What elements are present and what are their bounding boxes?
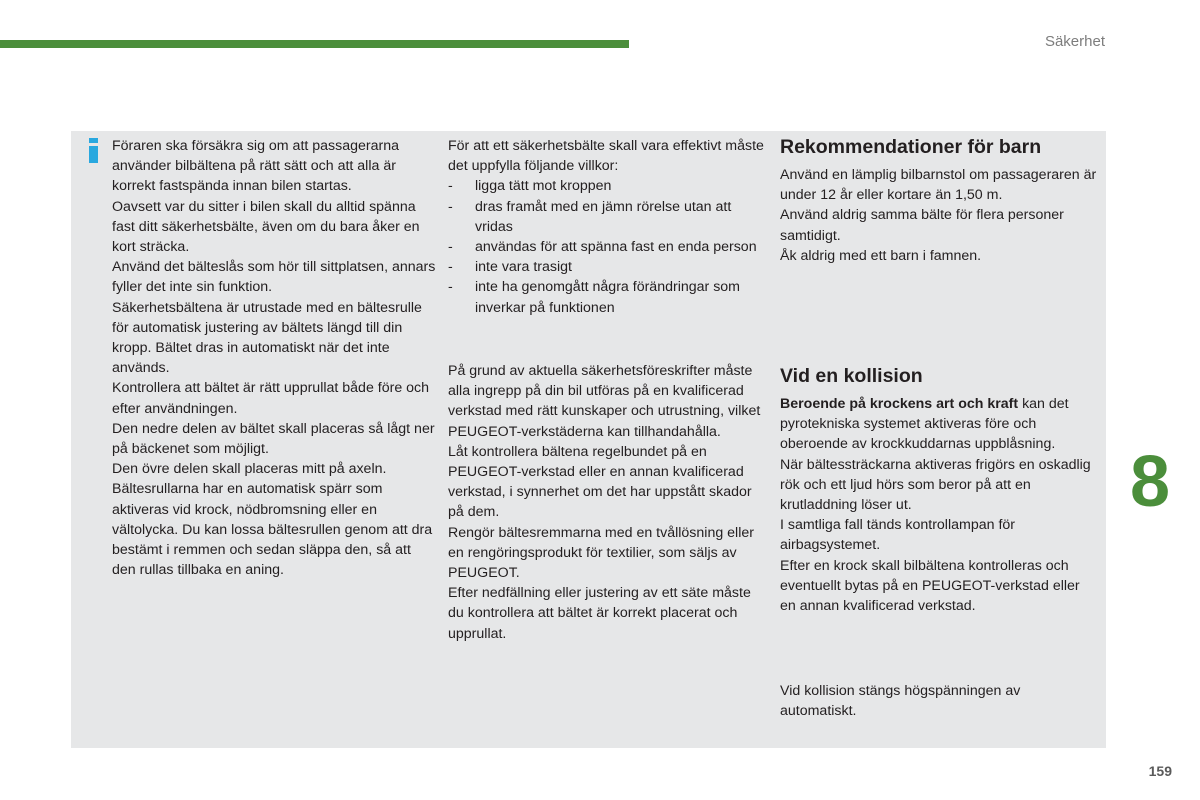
info-paragraph: Kontrollera att bältet är rätt upprullat både före och efter användningen. xyxy=(112,380,430,417)
page-number: 159 xyxy=(1148,763,1172,779)
conditions-intro: För att ett säkerhetsbälte skall vara effektivt måste det uppfylla följande villkor: xyxy=(448,138,764,175)
maintenance-paragraph: Låt kontrollera bältena regelbundet på en PEUGEOT-verkstad eller en annan kvalificerad verkstad, i synnerhet om det har uppstått skador på dem. xyxy=(448,443,752,521)
maintenance-paragraph: Efter nedfällning eller justering av ett säte måste du kontrollera att bältet är korrekt placerat och upprullat. xyxy=(448,585,751,642)
info-paragraph: Den övre delen skall placeras mitt på axeln. xyxy=(112,461,387,478)
info-paragraph: Oavsett var du sitter i bilen skall du alltid spänna fast ditt säkerhetsbälte, även om du bara åker en kort sträcka. xyxy=(112,198,420,256)
collision-paragraph: Efter en krock skall bilbältena kontrolleras och eventuellt bytas på en PEUGEOT-verkstad eller en annan kvalificerad verkstad. xyxy=(780,557,1080,615)
list-item: - dras framåt med en jämn rörelse utan att vridas xyxy=(448,198,732,235)
collision-footer-note xyxy=(780,681,1098,721)
maintenance-paragraph: På grund av aktuella säkerhetsföreskrifter måste alla ingrepp på din bil utföras på en kvalificerad verkstad med rätt kunskaper och utrustning, vilket PEUGEOT-verkstäderna kan tillhandahålla. xyxy=(448,363,761,440)
list-item: - inte vara trasigt xyxy=(448,259,572,276)
children-heading: Rekommendationer för barn xyxy=(780,136,1042,158)
collision-column xyxy=(780,394,1098,616)
section-title: Säkerhet xyxy=(1044,33,1105,50)
collision-note: Vid kollision stängs högspänningen av automatiskt. xyxy=(780,683,1021,720)
collision-lead-bold: Beroende på krockens art och kraft xyxy=(780,396,1019,412)
info-paragraph: Säkerhetsbältena är utrustade med en bältesrulle för automatisk justering av bältets längd till din kropp. Bältet dras in automatiskt när det inte används. xyxy=(112,299,422,377)
list-item: - användas för att spänna fast en enda person xyxy=(448,239,757,256)
collision-lead-rest: kan det pyrotekniska systemet aktiveras före och oberoende av krockkuddarnas uppblåsning. xyxy=(780,396,1069,453)
collision-lead xyxy=(780,394,1098,455)
info-paragraph: Använd det bälteslås som hör till sittplatsen, annars fyller det inte sin funktion. xyxy=(112,259,436,296)
collision-paragraph: När bältessträckarna aktiveras frigörs en oskadlig rök och ett ljud hörs som beror på att en krutladdning löser ut. xyxy=(780,456,1091,514)
list-item: - ligga tätt mot kroppen xyxy=(448,178,612,195)
conditions-list xyxy=(448,176,766,317)
list-item: - inte ha genomgått några förändringar som inverkar på funktionen xyxy=(448,279,740,316)
info-paragraph: Bältesrullarna har en automatisk spärr som aktiveras vid krock, nödbromsning eller en vältolycka. Du kan lossa bältesrullen genom att dra bestämt i remmen och sedan släppa den, så att den rullas tillbaka en aning. xyxy=(112,481,433,579)
children-column xyxy=(780,165,1098,266)
children-paragraph: Använd aldrig samma bälte för flera personer samtidigt. xyxy=(780,207,1064,244)
info-paragraph: Den nedre delen av bältet skall placeras så lågt ner på bäckenet som möjligt. xyxy=(112,420,435,458)
children-paragraph: Använd en lämplig bilbarnstol om passageraren är under 12 år eller kortare än 1,50 m. xyxy=(780,167,1097,204)
info-column xyxy=(112,136,437,580)
maintenance-column xyxy=(448,361,766,644)
chapter-number: 8 xyxy=(1130,442,1171,522)
children-paragraph: Åk aldrig med ett barn i famnen. xyxy=(780,247,982,264)
collision-heading: Vid en kollision xyxy=(780,365,923,387)
maintenance-paragraph: Rengör bältesremmarna med en tvållösning eller en rengöringsprodukt för textilier, som säljs av PEUGEOT. xyxy=(448,524,754,582)
header-accent-bar xyxy=(0,40,629,48)
info-paragraph: Föraren ska försäkra sig om att passagerarna använder bilbältena på rätt sätt och att alla är korrekt fastspända innan bilen startas. xyxy=(112,138,400,195)
conditions-column xyxy=(448,136,766,318)
info-icon xyxy=(86,138,102,164)
collision-paragraph: I samtliga fall tänds kontrollampan för airbagsystemet. xyxy=(780,517,1015,554)
